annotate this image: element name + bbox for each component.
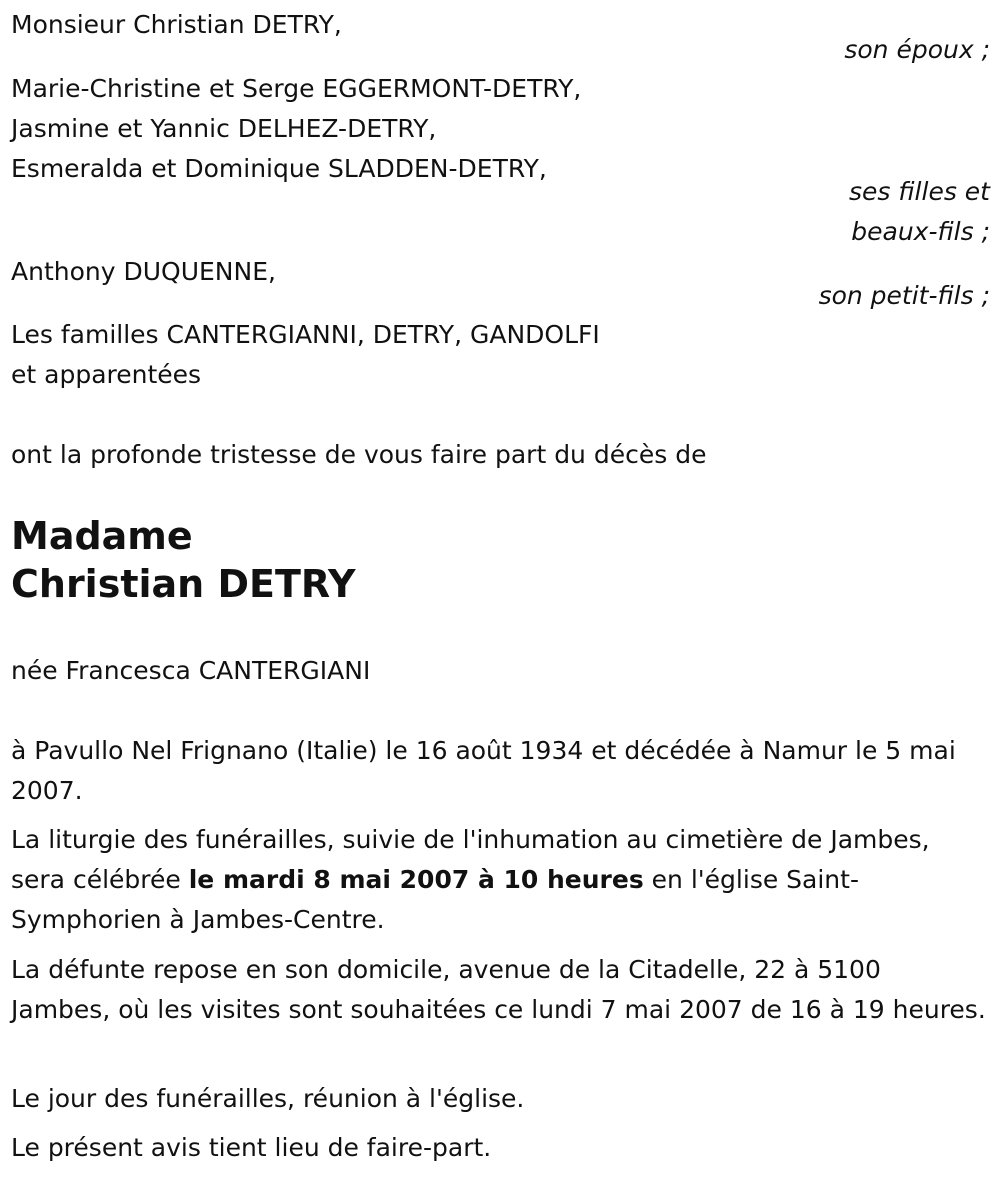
meeting-text: Le jour des funérailles, réunion à l'église.	[11, 1084, 525, 1113]
announcement-text: ont la profonde tristesse de vous faire part du décès de	[11, 440, 707, 469]
liturgy-text-start: La liturgie des funérailles, suivie de l'inhumation au cimetière de Jambes, sera célébrée	[11, 825, 930, 894]
daughters-role-line-1: ses filles et	[849, 177, 990, 206]
liturgy-text-end: en l'église Saint-Symphorien à Jambes-Centre.	[11, 865, 859, 934]
birth-death-paragraph: à Pavullo Nel Frignano (Italie) le 16 août 1934 et décédée à Namur le 5 mai 2007.	[11, 736, 956, 805]
grandson-role: son petit-fils ;	[818, 281, 990, 310]
liturgy-date-time: le mardi 8 mai 2007 à 10 heures	[188, 865, 644, 894]
daughter-line-2: Jasmine et Yannic DELHEZ-DETRY,	[11, 114, 437, 143]
families-line-2: et apparentées	[11, 360, 202, 389]
daughter-line-1: Marie-Christine et Serge EGGERMONT-DETRY,	[11, 74, 582, 103]
rest-paragraph: La défunte repose en son domicile, avenue de la Citadelle, 22 à 5100 Jambes, où les visites sont souhaitées ce lundi 7 mai 2007 de 16 à 19 heures.	[11, 955, 986, 1024]
notice-text: Le présent avis tient lieu de faire-part.	[11, 1133, 492, 1162]
daughters-role-line-2: beaux-fils ;	[851, 217, 990, 246]
husband-role: son époux ;	[844, 35, 990, 64]
grandson-name: Anthony DUQUENNE,	[11, 257, 276, 286]
birth-name: née Francesca CANTERGIANI	[11, 656, 371, 685]
daughter-line-3: Esmeralda et Dominique SLADDEN-DETRY,	[11, 154, 547, 183]
deceased-title-line-2: Christian DETRY	[11, 562, 356, 606]
families-line-1: Les familles CANTERGIANNI, DETRY, GANDOLFI	[11, 320, 600, 349]
husband-name: Monsieur Christian DETRY,	[11, 10, 342, 39]
liturgy-paragraph	[11, 820, 986, 940]
deceased-title-line-1: Madame	[11, 514, 193, 558]
